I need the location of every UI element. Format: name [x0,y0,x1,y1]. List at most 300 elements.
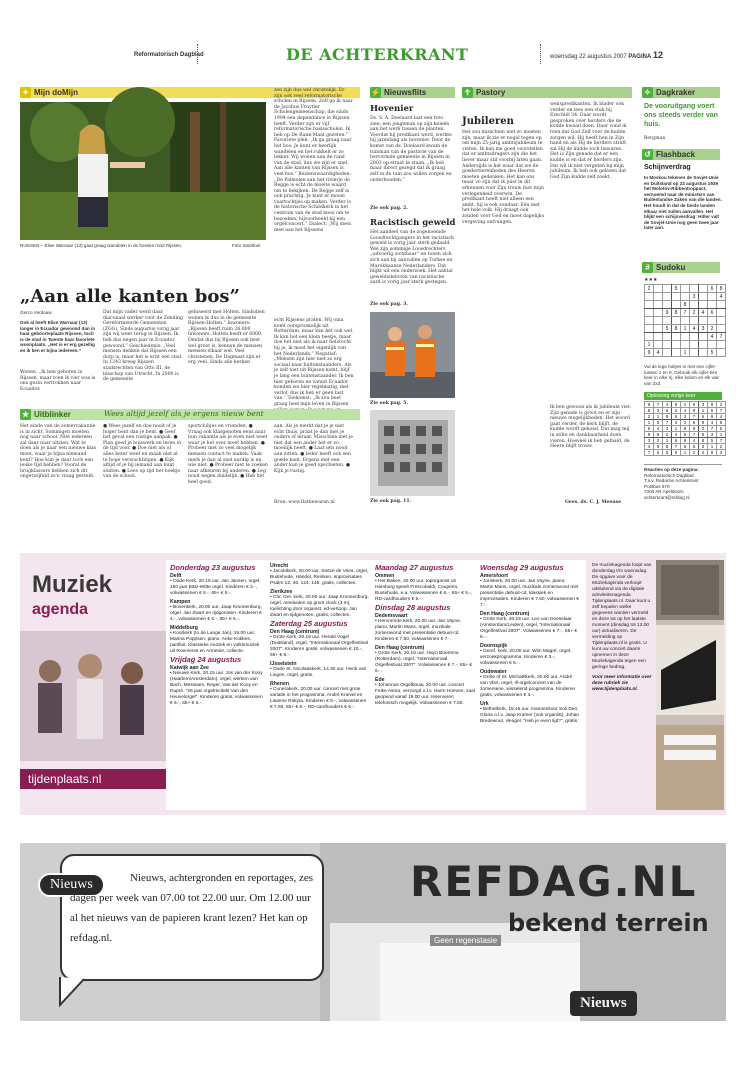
workers-illustration [370,312,455,398]
solution-cell: 1 [663,438,672,444]
ad-text: Nieuws, achtergronden en reportages, zes dagen per week van 07.00 tot 22.00 uur. Om 12.00 uur al het nieuws van de papieren krant lezen? Het kan op refdag.nl. [70,872,314,944]
solution-cell: 1 [699,408,708,414]
nieuwsflits-label [370,87,455,98]
solution-cell: 9 [681,438,690,444]
solution-cell: 4 [654,426,663,432]
solution-cell: 5 [645,402,654,408]
nieuwsflits-ref3: Zie ook pag. 5. [370,401,408,406]
solution-cell: 3 [708,432,717,438]
flashback-title: Schijnverdrag [644,164,691,171]
dagkraker-label [642,87,720,98]
solution-cell: 8 [708,450,717,456]
pastory-col3: Ik ben gewoon als ik jubileum vier. Zijn genade is groot en er zijn nieuwe mogelijkheden. Het woord gaat verder, de kerk blijft, de kudde wordt gehoed. Dat mag mij in stilte en dankbaarheid doen vieren. Hoeveel ik heb gefaald, de Heere blijft trouw. [550,405,632,450]
agenda-info [592,563,652,693]
agenda-list [375,573,475,603]
sudoku-cell[interactable] [699,301,708,309]
sudoku-cell[interactable]: 6 [708,285,717,293]
nieuwsflits-ref1: Zie ook pag. 2. [370,206,408,211]
sudoku-cell[interactable]: 6 [708,309,717,317]
flashback-text: In Moskou tekenen de Sovjet-Unie en Duitsland op 23 augustus 1939 het Molotov-Ribbentroppact, vernoemd naar de ministers van Buitenlandse Zaken van die landen. Het houdt in dat de beide landen elkaar niet zullen aanvallen. Het blijkt een schijnverdrag: Hitler valt de Sovjet-Unie nog geen twee jaar later aan. [644,175,722,231]
agenda-column-1 [170,563,265,709]
sudoku-cell[interactable] [690,285,699,293]
sudoku-cell[interactable] [708,301,717,309]
agenda-entry: • Joriskerk, 20.00 uur. Jan Vayne, piano, Martin Mans, orgel, muzikale zomeravond met presentatie debuut-cd, klassiek en improvisaties. Kinderen € 7.50, volwassenen € 7.-. [480,579,579,608]
sudoku-cell[interactable]: 4 [717,293,726,301]
photo-caption-text: RIJSSEN – Elise Warnaar (13) gaat graag wandelen in de bossen rond Rijssen. [20,243,183,248]
mijn-domijn-col5: echt Rijssens praten. Wij oma komt oorspronkelijk uit Rotterdam, maar kan het ook wel. Ik kan het een klein beetje, maar doe het niet als ik naar fietstocht bij je, ik moet het eigenlijk van het Nederlands.” Negatief: „Mensen zijn hier niet zo erg sociaal naar buitenstaanders. Als je zelf niet uit Rijssen komt, blijf je lang een buitenstaander. Ik ben hier geboren en vanuit Ecuador konden we hier regelmatig, met verlof, dus ik heb er geen last van.” Toekomst: „Ik zou heel graag heel mijn leven in Rijssen [274,318,354,407]
sudoku-cell[interactable] [717,301,726,309]
photo-caption [20,243,220,249]
sudoku-row [645,349,726,357]
sudoku-cell[interactable]: 1 [645,341,654,349]
sudoku-cell[interactable] [699,341,708,349]
agenda-entry: • Oude St. Nicolaaskerk, 14.30 uur. Henk van Lingen, orgel, gratis. [270,667,367,678]
sudoku-cell[interactable] [663,349,672,357]
piano-organ-illustration [656,560,724,810]
uitblinker-source: Bron: www.flatbewaren.nl [274,500,335,505]
uitblinker-icon: ★ [21,410,30,419]
agenda-entry: • Grote Kerk, 20.15 uur. Leo van Doeselaar (Amsterdam/Leiden), orgel, "Internationaal Orgelfestival 2007". Volwassenen € 7.-, 65+ € 6.-. [480,617,578,640]
solution-cell: 1 [645,420,654,426]
bubble-tail [58,977,98,1007]
solution-cell: 2 [699,426,708,432]
solution-cell: 4 [681,408,690,414]
sudoku-cell[interactable] [672,341,681,349]
agenda-info-text: De muziekagenda loopt van donderdag t/m woensdag. De opgave voor de Muziekagenda verloopt uitsluitend via de digitale activiteitenagenda Tijdenplaats.nl. Daar kunt u zelf bepalen welke gegevens worden vermeld en deze tot op het laatste moment (dinsdag tot 12.00 uur) actualiseren. De vermelding op Tijdenplaats.nl is gratis. U kunt uw concert daarin opnemen in deze Muziekagenda tegen een geringe bedrag. [592,563,652,670]
solution-cell: 5 [690,444,699,450]
nieuwsflits-photo-building [370,410,455,496]
solution-cell: 6 [645,426,654,432]
sudoku-cell[interactable] [654,309,663,317]
agenda-entry: • Cunerakerk, 20.00 uur. concert met grote variatie in het programma, André Knevel en Lisanne Rokyta. Kinderen € 6.-, volwassenen € 7.50, 65+ € 6.-, RD-cardhouders € 6.-. [270,687,367,710]
agenda-entry: • Bovenkerk, 20.00 uur. Jaap Kroonenburg, orgel. Jan Zwart en tijdgenoten. Kinderen € 4.-, volwassenen € 6.-, 65+ € 5.-. [170,605,262,622]
pastory-signature: Gees. ds. C. J. Meeuse [565,500,622,505]
solution-cell: 8 [654,432,663,438]
solution-cell: 8 [645,408,654,414]
ad-screen-text: Geen regenstasie [430,935,501,946]
agenda-entry: • Grote Kerk, 20.15 uur. Hayo Boerema (Rotterdam), orgel, "Internationaal Orgelfestival 2007". Volwassenen € 7.-, 65+ € 6.-. [375,651,473,674]
girl-in-forest-illustration [20,102,266,240]
solution-cell: 5 [654,420,663,426]
agenda-place: IJsselstein [270,661,297,667]
solution-cell: 1 [717,432,726,438]
sudoku-cell[interactable] [654,317,663,325]
solution-cell: 8 [681,426,690,432]
sudoku-cell[interactable] [663,317,672,325]
agenda-place: Katwijk aan Zee [170,665,209,671]
sudoku-cell[interactable] [690,333,699,341]
sudoku-row [645,333,726,341]
agenda-entry: • Het Baken, 20.00 uur. toporganist uit Hamburg speelt Frescobaldi, Couperin, Buxtehude, e.a. Volwassenen € 6.-, 65+ € 5.-, RD-cardhouders € 5.-. [375,579,473,602]
mijn-domijn-col3: gefuseerd met Holten. Sindsdien wonen ik dus in de gemeente Rijssen-Holten.” Inwoners: „Rijssen heeft ruim 26.000 inwoners. Holten heeft er 6000. Omdat dus bij Rijssen ook best wel groot is, kennen de mensen mensen elkaar wel. Veel christenen. De Dagmaat zijn er erg veel. Sinds alle kerken [188,310,265,366]
solution-cell: 6 [681,444,690,450]
solution-cell: 3 [663,426,672,432]
solution-cell: 3 [699,402,708,408]
sudoku-cell[interactable] [717,317,726,325]
dagkraker-title: Dagkraker [656,88,696,97]
header-divider-left [197,44,198,64]
solution-cell: 2 [717,402,726,408]
agenda-place: Dedemsvaart [375,613,408,619]
agenda-place: Kampen [170,599,191,605]
solution-cell: 6 [690,420,699,426]
solution-cell: 3 [672,420,681,426]
solution-cell: 3 [717,450,726,456]
header-date [550,50,663,60]
solution-cell: 9 [645,432,654,438]
sudoku-cell[interactable] [645,317,654,325]
muziek-title-2: agenda [32,601,89,618]
solution-cell: 4 [717,414,726,420]
sudoku-cell[interactable] [708,341,717,349]
solution-cell: 8 [708,414,717,420]
muziek-site[interactable]: tijdenplaats.nl [28,772,102,786]
agenda-entry: • Chr. Ger. kerk, 20.00 uur. Jaap Kroonenburg, orgel, meeluiden op groot clock (3 m), toelichting door organist, ed-vertoop. Jan Zwart en tijdgenoten, gratis, collecten. [270,595,369,618]
header-divider-right [540,44,541,64]
uitblinker-tagline: Wees altijd jezelf als je ergens nieuw bent [104,409,264,418]
sudoku-cell[interactable] [672,293,681,301]
solution-cell: 5 [663,450,672,456]
sudoku-stars: ★★★ [644,277,658,283]
nieuwsflits-p2: Het aandeel van de zogenoemde Loosdrechtgangers in het racistisch geweld is vorig jaar sterk gedaald. Wel zijn sommige Loosdrechters „uitvoerig zichtbaar” en tonen zich zich aan bij aanvallen op Turkse en Marokkaanse Nederlanders. Dat blijkt uit een onderzoek. Het aantal geweldsdelicten van racistische aard is vorig jaar sterk gestegen. [370,230,454,286]
agenda-place: Utrecht [270,563,289,569]
sudoku-cell[interactable]: 2 [708,325,717,333]
solution-cell: 7 [717,408,726,414]
sudoku-cell[interactable] [699,293,708,301]
agenda-day: Zaterdag 25 augustus [270,619,348,628]
sudoku-cell[interactable] [672,301,681,309]
sudoku-cell[interactable]: 3 [690,293,699,301]
sudoku-cell[interactable]: 8 [681,301,690,309]
agenda-place: Amersfoort [480,573,508,579]
agenda-info-more[interactable]: Voor meer informatie over deze rubriek zie www.tijdenplaats.nl. [592,675,652,692]
sudoku-cell[interactable] [654,341,663,349]
muziek-agenda-title-block [20,553,166,815]
solution-row [645,450,726,456]
pastory-col1: Het zou misschien niet zo moeten zijn, maar ik zie er nogal tegen op om mijn 25-jarig ambtsjubileum te vieren. Ik kan me goed voorstellen dat er ambtsdragers zijn die het liever maar stil voorbij laten gaan. Anderzijds is het waar dat we de goedertierenheden des Heeren moeten gedenken. Het kan ons maar zo zijn dat ik juist in dit erkennen voor Zijn trouw hier mijn verlegenheid overwin. De predikant heeft niet alleen een ambt, hij is ook zondaar. Eén met het hele volk. Hij draagt ook zonden voor God en moet dagelijks vergeving ontvangen. [462,130,544,225]
sudoku-row [645,325,726,333]
sudoku-cell[interactable]: 8 [672,325,681,333]
agenda-list [480,573,580,725]
solution-cell: 5 [717,426,726,432]
solution-cell: 9 [672,450,681,456]
solution-cell: 8 [699,438,708,444]
agenda-place: Den Haag (centrum) [480,611,530,617]
sudoku-cell[interactable] [681,317,690,325]
sudoku-cell[interactable] [645,325,654,333]
pastory-col2: wenspredikanten. Ik blader ook verder en lees een stuk bij Ezechiël 34. Daar wordt gesproken over herders die de kudde kwaad doen. Daar vond ik toen dat God Zelf voor de kudde zorgen wil. Hij heeft hen in Zijn hand en als Hij de herders straft, zal Hij de kudde toch bewaren. Het is Zijn genade dat er een kudde is en dat er herders zijn. Dat wil ik niet vergeten bij mijn jubileum. Ik heb ook gelezen dat God Zijn kudde zelf zoekt. [550,102,628,180]
sudoku-cell[interactable]: 3 [699,325,708,333]
sudoku-cell[interactable] [717,325,726,333]
sudoku-cell[interactable] [681,293,690,301]
agenda-entry: • Geref. kerk, 20.00 uur. Wim Magré, orgel, verzoekprogramma. Kinderen € 3.-, volwassenen € 5.-. [480,649,572,666]
solution-cell: 8 [663,444,672,450]
sudoku-cell[interactable]: 2 [690,309,699,317]
header-date-text: woensdag 22 augustus 2007 [550,54,627,60]
mijn-domijn-title: Mijn doMijn [34,88,78,97]
agenda-place: Ommen [375,573,395,579]
sudoku-cell[interactable] [672,349,681,357]
solution-cell: 6 [699,414,708,420]
sudoku-title: Sudoku [656,263,686,272]
uitblinker-col1: Het einde van de zomervakantie is in zicht. Sommigen moeten nog naar school. Niet iedereen zal daar naar uitzien. Wat te doen als je naar een nieuwe klas moet, waar je bijna niemand kent? Hoe kun je daar toch een leuke tijd hebben? Vooral de brugklassers hebben zich dit ongetwijfeld zo'n vraag gesteld. [20,424,96,480]
sudoku-cell[interactable] [690,301,699,309]
choir-photo [20,631,166,761]
solution-cell: 3 [654,408,663,414]
reacties-box [644,464,722,501]
ad-tagline: bekend terrein [508,909,709,937]
solution-cell: 4 [663,402,672,408]
sudoku-cell[interactable]: 2 [645,285,654,293]
sudoku-cell[interactable] [690,341,699,349]
sudoku-cell[interactable]: 7 [681,309,690,317]
agenda-place: Den Haag (centrum) [270,629,320,635]
sudoku-icon: # [642,262,653,273]
sudoku-cell[interactable] [654,333,663,341]
agenda-photo-piano [656,560,724,810]
agenda-entry: • Johannus Orgelbouw, 20.00 uur. concert Feike Asma, verzorgd o.l.v. Harm Hoeven, zaal geopend vanaf 19.00 uur, reserveren telefonisch mogelijk. Volwassenen € 7.50. [375,683,475,706]
ad-brand: REFDAG.NL [410,857,698,906]
solution-cell: 7 [663,420,672,426]
pastory-icon: ✝ [462,87,473,98]
uitblinker-label [20,409,71,420]
mijn-domijn-photo [20,102,266,240]
solution-cell: 5 [708,408,717,414]
agenda-entry: • Koorkerk (to de Lange Jan), 15.00 uur. Marina Poppsen, piano. Anke Kokkes, panfluit. Klassieke muziek en volksmuziek uit Roemenië en Armenië, collecte. [170,631,260,654]
agenda-entry: • Nieuwe Kerk, 20.15 uur. Jos van der Kooy (Haarlem/Amsterdam), orgel, werken van Bach, Messiaen, Reger, Van der Kooy en Dupré. "25 jaar orgelrecitals Van den Heuvelorgel". Kinderen gratis, volwassenen € 6.-, 65+ € 5.-. [170,671,263,706]
sudoku-cell[interactable] [663,301,672,309]
agenda-list [270,563,370,619]
pastory-headline: Jubileren [462,116,514,127]
agenda-day: Donderdag 23 augustus [170,563,256,572]
sudoku-row [645,293,726,301]
solution-cell: 2 [690,450,699,456]
header-page-number: 12 [652,50,663,60]
solution-cell: 2 [645,414,654,420]
agenda-place: Doornspijk [480,643,508,649]
sudoku-cell[interactable]: 8 [717,285,726,293]
sudoku-cell[interactable] [645,333,654,341]
reacties-line: T.a.v. Redactie Achterkrant [644,478,699,484]
nieuwsflits-ref4: Zie ook pag. 11. [370,499,412,504]
solution-cell: 9 [663,414,672,420]
solution-cell: 7 [654,402,663,408]
sudoku-cell[interactable] [663,285,672,293]
sudoku-cell[interactable] [654,325,663,333]
solution-cell: 9 [690,426,699,432]
solution-cell: 5 [681,432,690,438]
sudoku-cell[interactable] [717,349,726,357]
sudoku-cell[interactable] [708,317,717,325]
sudoku-cell[interactable] [654,293,663,301]
sudoku-cell[interactable] [645,301,654,309]
header-page-label: PAGINA [628,54,652,60]
refdag-ad [20,843,726,1021]
solution-grid [644,401,726,456]
sudoku-cell[interactable] [663,293,672,301]
building-illustration [370,410,455,496]
sudoku-cell[interactable] [699,349,708,357]
agenda-place: Zierikzee [270,589,293,595]
mijn-domijn-col1: Wonen. „Ik ben geboren in Rijssen, maar toen ik vier was is ons gezin vertrokken naar Ecuador. [20,370,96,392]
sudoku-cell[interactable] [717,341,726,349]
nieuwsflits-h2: Racistisch geweld [370,218,456,228]
agenda-list [170,665,265,707]
agenda-list [375,613,475,707]
reacties-line: Postbus 670 [644,483,670,489]
sudoku-cell[interactable] [645,293,654,301]
sudoku-cell[interactable]: 1 [681,325,690,333]
agenda-place: Rhenen [270,681,290,687]
mijn-domijn-byline: Gerco Verdouw [20,310,52,315]
solution-cell: 7 [717,438,726,444]
solution-cell: 1 [681,402,690,408]
solution-cell: 3 [681,414,690,420]
solution-cell: 1 [672,426,681,432]
sudoku-instructions: Vul de lege hokjes in met een cijfer tussen 1 en 9. Gebruik elk cijfer één keer in elke rij, elke kolom en elk vak van 3x3. [644,364,719,386]
agenda-list [170,573,265,655]
mijn-domijn-col4: zen zijn dus wel christelijk. Er zijn ook veel reformatorische scholen in Rijssen. Zelf ga ik naar de Jacobus Fruytier Scholengemeenschap, die sinds 1994 een dependance in Rijssen heeft. Verder zijn er vijf reformatorische basisscholen. Ik heb op De Rank-Maat gezeten.” Favoriete plek: „Ik ga graag naar het bos. Je kunt er heerlijk wandelen en het rukkelt er zo lekker. Wij wonen aan de rand van de stad, dus we zijn er snel. Aan alle kanten van Rijssen is veel bos.” Bezienswaardigheden: „De Palmolen aan het rivierje de Regge is echt de moeite waard om te bekijken. De Regge zelf is ook prachtig. Je kunt er mooie vaartochtjes op maken. Verder is de historische Schildkerk in het centrum van de stad mooi om te bezoeken, bijvoorbeeld bij een orgelconcert.” Dialect: „Wij doen mee aan het Rijssens [274,88,353,233]
reacties-line: 7300 AR Apeldoorn [644,489,684,495]
sudoku-cell[interactable]: 7 [717,333,726,341]
solution-cell: 7 [708,426,717,432]
mijn-domijn-col2: Dat mijn vader werd daar diaconaal werker voor de Zending Gereformeerde Gemeenten (ZGG). Sinds augustus vorig jaar zijn wij weer terug in Rijssen. Ik heb dus negen jaar in Ecuador gewoond.” Geschiedenis: „Veel mensen denken dat Rijssen een dorp is, maar het is echt een stad. In 1243 kreeg Rijssen stadsrechten van Otto III, de bisschop van Utrecht. In 2000 is de gemeente [103,310,183,383]
nieuwsflits-ref2: Zie ook pag. 3. [370,302,408,307]
sudoku-cell[interactable] [681,341,690,349]
agenda-list [270,629,370,711]
sudoku-cell[interactable]: 4 [708,333,717,341]
agenda-entry: • Bethelkerk, 19.45 uur. mannenkoor Soli Deo Gloria o.l.v. Jaap Kramer (ook organist), Johan Bredewout, vleugel. "Heb je even tijd?", gratis. [480,707,580,724]
sudoku-row [645,285,726,293]
solution-cell: 4 [699,450,708,456]
solution-cell: 4 [672,432,681,438]
agenda-place: Delft [170,573,182,579]
nieuwsflits-title: Nieuwsflits [384,88,427,97]
dagkraker-author: Bergman [644,136,666,141]
sudoku-cell[interactable] [699,285,708,293]
solution-cell: 8 [672,402,681,408]
photo-credit: Foto Stoeltoel [232,243,261,248]
nieuwsflits-h1: Hovenier [370,104,414,114]
sudoku-cell[interactable] [708,293,717,301]
sudoku-cell[interactable] [654,285,663,293]
ad-badge: Nieuws [38,873,105,897]
solution-cell: 7 [690,414,699,420]
sudoku-cell[interactable]: 4 [699,309,708,317]
solution-cell: 7 [672,444,681,450]
agenda-entry: • Grote of St. Michaëlkerk, 20.00 uur. André van Vliet, orgel, Ill-orgelconcert van de zomerserie, wisselend programma. Kinderen gratis, volwassenen € 3.-. [480,675,576,698]
solution-cell: 8 [717,420,726,426]
solution-cell: 2 [654,438,663,444]
solution-cell: 2 [672,408,681,414]
sudoku-cell[interactable] [663,333,672,341]
uitblinker-col3: sportclubjes en vrienden. ● Vraag ook klasgenoten eens naar hun vakantie als je even niet weet waar je het over moet hebben. ● Probeer met zo veel mogelijk mensen contact te maken. Vaak merk je dan al snel aardig is en wie niet. ● Probeer niet te zoeken naar afkeuren bij anderen. ● Leg nooit negen duidelijk. ● Heb het heel goed. [188,424,268,485]
sudoku-cell[interactable] [681,333,690,341]
solution-cell: 1 [654,414,663,420]
dagkraker-icon: ✧ [642,87,653,98]
muziek-title-1: Muziek [32,571,113,598]
mijn-domijn-intro: Ook al heeft Elise Warnaar (13) langer in Ecuador gewoond dan in haar geboorteplaats Rijssen, toch is de stad in Twente haar favoriete woonplaats. „Het is er erg gezellig en ik ken er bijna iedereen.” [20,320,96,353]
agenda-place: Den Haag (centrum) [375,645,425,651]
agenda-entry: • Oude Kerk, 20.15 uur. Jan Jansen, orgel. 150 jaar Bätz-Witte orgel. Kinderen € 3.-, volwassenen € 6.-, 65+ € 5.-. [170,579,261,596]
solution-cell: 7 [690,432,699,438]
solution-cell: 2 [681,420,690,426]
mijn-domijn-headline: „Aan alle kanten bos” [20,286,240,307]
uitblinker-col2: ● Wees jezelf en doe nooit of je hoger bent dan je bent. ● Geef het geval een rustige aanpak. ● Plan goed je huiswerk en leren in de tijd voor. ● Doe niet als of alles beter weet en maak niet al te hoge verwachtingen. ● Kijk altijd of je bij iemand aan kunt sluiten. ● Lees op tijd het boekje van de school. [103,424,182,480]
solution-cell: 9 [699,420,708,426]
sudoku-row [645,317,726,325]
sudoku-cell[interactable] [681,285,690,293]
sudoku-cell[interactable] [663,341,672,349]
uitblinker-col4: aan. Als je merkt dat je je niet echt thuis, praat je dan met je ouders of leraar. Misschien ziet je niet dat een ander het er zo moeilijk heeft. ● Laat iets nooit aan zitten. ● Ieder heeft ook een goede kant. Ergens met een ander kun je goed opschieten. ● Kijk je rustig. [274,424,353,474]
sudoku-cell[interactable] [699,333,708,341]
nieuwsflits-p1: Ds. S. A. Doelaard laat een foto zien: een jongeman op zijn knieën aan het werk tussen de planten. Voordat hij predikant werd, werkte hij jarenlang als hovenier. Door de komst van ds. Doelaard kwam de tuinman van de pastorie van de hervormde gemeente in Rijssen in 2003 op straat te staan. „Ik heb maar direct gezegd dat ik graag zelf in de tuin zou willen zorgen en onderhouden.” [370,116,452,183]
solution-cell: 3 [699,444,708,450]
sudoku-cell[interactable] [690,349,699,357]
solution-cell: 6 [663,408,672,414]
uitblinker-title: Uitblinker [34,410,71,419]
solution-cell: 6 [699,432,708,438]
sudoku-cell[interactable] [717,309,726,317]
flashback-title-label: Flashback [656,150,696,159]
solution-cell: 6 [654,450,663,456]
agenda-place: Oudewater [480,669,507,675]
sudoku-cell[interactable]: 4 [654,349,663,357]
sudoku-cell[interactable] [654,301,663,309]
sudoku-row [645,309,726,317]
agenda-day: Maandag 27 augustus [375,563,454,572]
agenda-column-2 [270,563,370,713]
sudoku-cell[interactable] [672,333,681,341]
sudoku-cell[interactable] [699,317,708,325]
solution-cell: 2 [717,444,726,450]
sudoku-cell[interactable] [672,317,681,325]
solution-cell: 3 [645,438,654,444]
sudoku-cell[interactable]: 1 [681,349,690,357]
solution-cell: 9 [690,408,699,414]
sudoku-label [642,262,720,273]
reacties-line: Reformatorisch Dagblad [644,472,694,478]
agenda-entry: • Grote Kerk, 20.15 uur. Herald Vogel (Duitsland), orgel, "Internationaal Orgelfestival 2007". Kinderen gratis, volwassenen € 10.-, 65+ € 8.-. [270,635,368,658]
sudoku-cell[interactable]: 9 [645,349,654,357]
sudoku-cell[interactable]: 5 [708,349,717,357]
flashback-icon: ↺ [642,149,653,160]
sudoku-cell[interactable]: 8 [672,309,681,317]
agenda-entry: • Hervormde kerk, 20.00 uur. Jan Vayne, piano, Martin Mans, orgel, muzikale zomeravond met presentatie debuut-cd. Kinderen € 7.50, volwassenen € 7.-. [375,619,462,642]
solution-cell: 1 [708,444,717,450]
sudoku-cell[interactable] [645,309,654,317]
sudoku-cell[interactable] [690,317,699,325]
sudoku-row [645,301,726,309]
reacties-email[interactable]: achterkrant@refdag.nl [644,494,690,500]
mijn-domijn-icon: ✦ [20,87,31,98]
sudoku-cell[interactable]: 4 [690,325,699,333]
sudoku-cell[interactable]: 5 [663,325,672,333]
sudoku-grid[interactable] [644,284,726,357]
pastory-label [462,87,632,98]
reacties-title: Reacties op deze pagina: [644,467,699,472]
solution-cell: 5 [672,414,681,420]
solution-cell: 4 [645,444,654,450]
agenda-place: Middelburg [170,625,198,631]
header-newspaper: Reformatorisch Dagblad [134,52,204,58]
solution-cell: 9 [654,444,663,450]
sudoku-cell[interactable]: 5 [672,285,681,293]
solution-cell: 9 [708,402,717,408]
agenda-day: Dinsdag 28 augustus [375,603,451,612]
sudoku-cell[interactable]: 9 [663,309,672,317]
agenda-place: Urk [480,701,489,707]
